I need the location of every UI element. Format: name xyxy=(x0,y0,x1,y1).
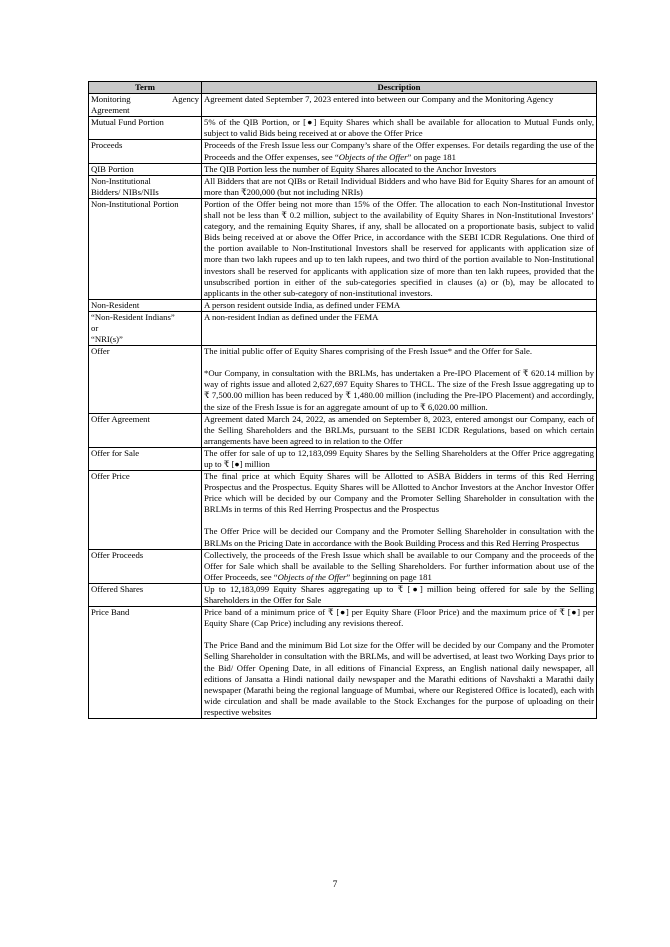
table-row xyxy=(89,447,597,470)
table-row xyxy=(89,175,597,198)
description-cell xyxy=(202,346,597,413)
description-cell xyxy=(202,607,597,719)
description-paragraph: A non-resident Indian as defined under the FEMA xyxy=(204,311,379,322)
term-line: Bidders/ NIBs/NIIs xyxy=(91,186,159,197)
term-cell xyxy=(89,607,202,719)
term-cell xyxy=(89,447,202,470)
term-cell xyxy=(89,346,202,413)
description-text: ” on page 181 xyxy=(407,151,456,162)
description-paragraph: All Bidders that are not QIBs or Retail Individual Bidders and who have Bid for Equity Shares for an amount of more than ₹200,000 (but not including NRIs) xyxy=(204,175,594,197)
description-cell xyxy=(202,163,597,175)
description-column-header: Description xyxy=(202,82,597,94)
term-line: Price Band xyxy=(91,607,130,618)
term-line: Offer Price xyxy=(91,471,130,482)
description-cell xyxy=(202,299,597,311)
description-cell xyxy=(202,94,597,117)
description-cell xyxy=(202,311,597,345)
table-row xyxy=(89,549,597,583)
paragraph-gap xyxy=(204,629,594,640)
term-line: Offer Agreement xyxy=(91,413,150,424)
description-paragraph: Price band of a minimum price of ₹ [●] per Equity Share (Floor Price) and the maximum price of ₹ [●] per Equity Share (Cap Price) including any revisions thereof. xyxy=(204,607,594,629)
description-paragraph: A person resident outside India, as defined under FEMA xyxy=(204,299,401,310)
description-paragraph xyxy=(204,550,594,583)
term-cell xyxy=(89,549,202,583)
term-line: Mutual Fund Portion xyxy=(91,117,164,128)
term-cell xyxy=(89,583,202,606)
term-cell xyxy=(89,163,202,175)
paragraph-gap xyxy=(204,357,594,368)
description-cell xyxy=(202,447,597,470)
paragraph-gap xyxy=(204,515,594,526)
term-line: Non-Institutional Portion xyxy=(91,198,179,209)
term-cell xyxy=(89,471,202,550)
term-cell xyxy=(89,117,202,140)
description-cell xyxy=(202,583,597,606)
description-cell xyxy=(202,471,597,550)
term-line: “Non-Resident Indians” xyxy=(91,311,175,322)
table-row xyxy=(89,299,597,311)
term-line: Offered Shares xyxy=(91,583,144,594)
table-row xyxy=(89,163,597,175)
description-cell xyxy=(202,413,597,447)
description-text: Proceeds of the Fresh Issue less our Company’s share of the Offer expenses. For details regarding the use of the Proceeds and the Offer expenses, see “ xyxy=(204,140,594,162)
page-number: 7 xyxy=(332,880,338,890)
description-paragraph: The QIB Portion less the number of Equity Shares allocated to the Anchor Investors xyxy=(204,163,497,174)
term-cell xyxy=(89,198,202,299)
description-text: ” beginning on page 181 xyxy=(346,571,432,582)
description-paragraph: *Our Company, in consultation with the BRLMs, has undertaken a Pre-IPO Placement of ₹ 620.14 million by way of rights issue and alloted 2,627,697 Equity Shares to THCL. The size of the Fresh Issue aggregating up to ₹ 7,500.00 million has been reduced by ₹ 1,480.00 million (including the Pre-IPO Placement) and accordingly, the size of the Fresh Issue is for an aggregate amount of up to ₹ 6,020.00 million. xyxy=(204,368,594,412)
description-paragraph: Agreement dated March 24, 2022, as amended on September 8, 2023, entered amongst our Company, each of the Selling Shareholders and the BRLMs, pursuant to the SEBI ICDR Regulations, based on which certain arrangements have been agreed to in relation to the Offer xyxy=(204,413,594,446)
term-cell xyxy=(89,175,202,198)
description-cell xyxy=(202,175,597,198)
table-row xyxy=(89,94,597,117)
term-cell xyxy=(89,413,202,447)
table-row xyxy=(89,140,597,163)
description-cell xyxy=(202,140,597,163)
description-text: Collectively, the proceeds of the Fresh Issue which shall be available to our Company and the proceeds of the Offer for Sale which shall be available to the Selling Shareholders. For further information about use of the Offer Proceeds, see “ xyxy=(204,549,594,582)
term-line: Monitoring Agency xyxy=(91,94,199,105)
description-paragraph xyxy=(204,140,594,162)
description-paragraph: Up to 12,183,099 Equity Shares aggregating up to ₹ [●] million being offered for sale by the Selling Shareholders in the Offer for Sale xyxy=(204,583,594,606)
term-line: Non-Resident xyxy=(91,299,140,310)
term-column-header: Term xyxy=(89,82,202,94)
term-line: “NRI(s)” xyxy=(91,334,123,345)
table-row xyxy=(89,413,597,447)
cross-reference-link[interactable]: Objects of the Offer xyxy=(277,571,347,582)
term-line: Proceeds xyxy=(91,140,123,151)
description-cell xyxy=(202,117,597,140)
term-line: Non-Institutional xyxy=(91,175,151,186)
description-paragraph: The Offer Price will be decided our Company and the Promoter Selling Shareholder in consultation with the BRLMs on the Pricing Date in accordance with the Book Building Process and this Red Herring Prospectus xyxy=(204,526,594,548)
term-line: Offer for Sale xyxy=(91,447,140,458)
description-paragraph: The initial public offer of Equity Shares comprising of the Fresh Issue* and the Offer for Sale. xyxy=(204,346,533,357)
table-row xyxy=(89,311,597,345)
term-cell xyxy=(89,140,202,163)
term-line: Agreement xyxy=(91,105,130,116)
description-paragraph: The Price Band and the minimum Bid Lot size for the Offer will be decided by our Company and the Promoter Selling Shareholder in consultation with the BRLMs, and will be advertised, at least two Working Days prior to the Bid/ Offer Opening Date, in all editions of Financial Express, an English national daily newspaper, all editions of Jansatta a Hindi national daily newspaper and the Marathi editions of Navshakti a Marathi daily newspaper (Marathi being the regional language of Mumbai, where our Registered Office is located), each with wide circulation and shall be made available to the Stock Exchanges for the purpose of uploading on their respective websites xyxy=(204,640,594,717)
description-paragraph: Portion of the Offer being not more than 15% of the Offer. The allocation to each Non-Institutional Investor shall not be less than ₹ 0.2 million, subject to the availability of Equity Shares in Non-Institutional Investors’ category, and the remaining Equity Shares, if any, shall be allocated on a proportionate basis, subject to valid Bids being received at or above the Offer Price, in accordance with the SEBI ICDR Regulations. One third of the portion available to Non-Institutional Investors shall be reserved for applicants with application size of more than two lakh rupees and up to ten lakh rupees, and two third of the portion available to Non-Institutional investors shall be reserved for applicants with application size of more than ten lakh rupees, provided that the unsubscribed portion in either of the sub-categories specified in clauses (a) or (b), may be allocated to applicants in the other sub-category of non-institutional investors. xyxy=(204,198,594,298)
term-line: Offer xyxy=(91,346,110,357)
description-paragraph: The final price at which Equity Shares will be Allotted to ASBA Bidders in terms of this Red Herring Prospectus and the Prospectus. Equity Shares will be Allotted to Anchor Investors at the Anchor Investor Offer Price which will be decided by our Company and the Promoter Selling Shareholder in consultation with the BRLMs in terms of this Red Herring Prospectus and the Prospectus xyxy=(204,471,594,515)
cross-reference-link[interactable]: Objects of the Offer xyxy=(338,151,408,162)
table-row xyxy=(89,471,597,550)
term-line: Offer Proceeds xyxy=(91,549,144,560)
description-paragraph: The offer for sale of up to 12,183,099 Equity Shares by the Selling Shareholders at the Offer Price aggregating up to ₹ [●] million xyxy=(204,447,594,469)
table-row xyxy=(89,198,597,299)
term-cell xyxy=(89,94,202,117)
description-cell xyxy=(202,549,597,583)
description-cell xyxy=(202,198,597,299)
term-cell xyxy=(89,299,202,311)
table-row xyxy=(89,607,597,719)
table-row xyxy=(89,583,597,606)
term-line: QIB Portion xyxy=(91,163,134,174)
table-row xyxy=(89,346,597,413)
definitions-table xyxy=(88,81,597,719)
table-row xyxy=(89,117,597,140)
table-header-row xyxy=(89,82,597,94)
term-line: or xyxy=(91,322,99,333)
description-paragraph: 5% of the QIB Portion, or [●] Equity Shares which shall be available for allocation to Mutual Funds only, subject to valid Bids being received at or above the Offer Price xyxy=(204,117,594,139)
term-cell xyxy=(89,311,202,345)
description-paragraph: Agreement dated September 7, 2023 entered into between our Company and the Monitoring Agency xyxy=(204,94,554,105)
